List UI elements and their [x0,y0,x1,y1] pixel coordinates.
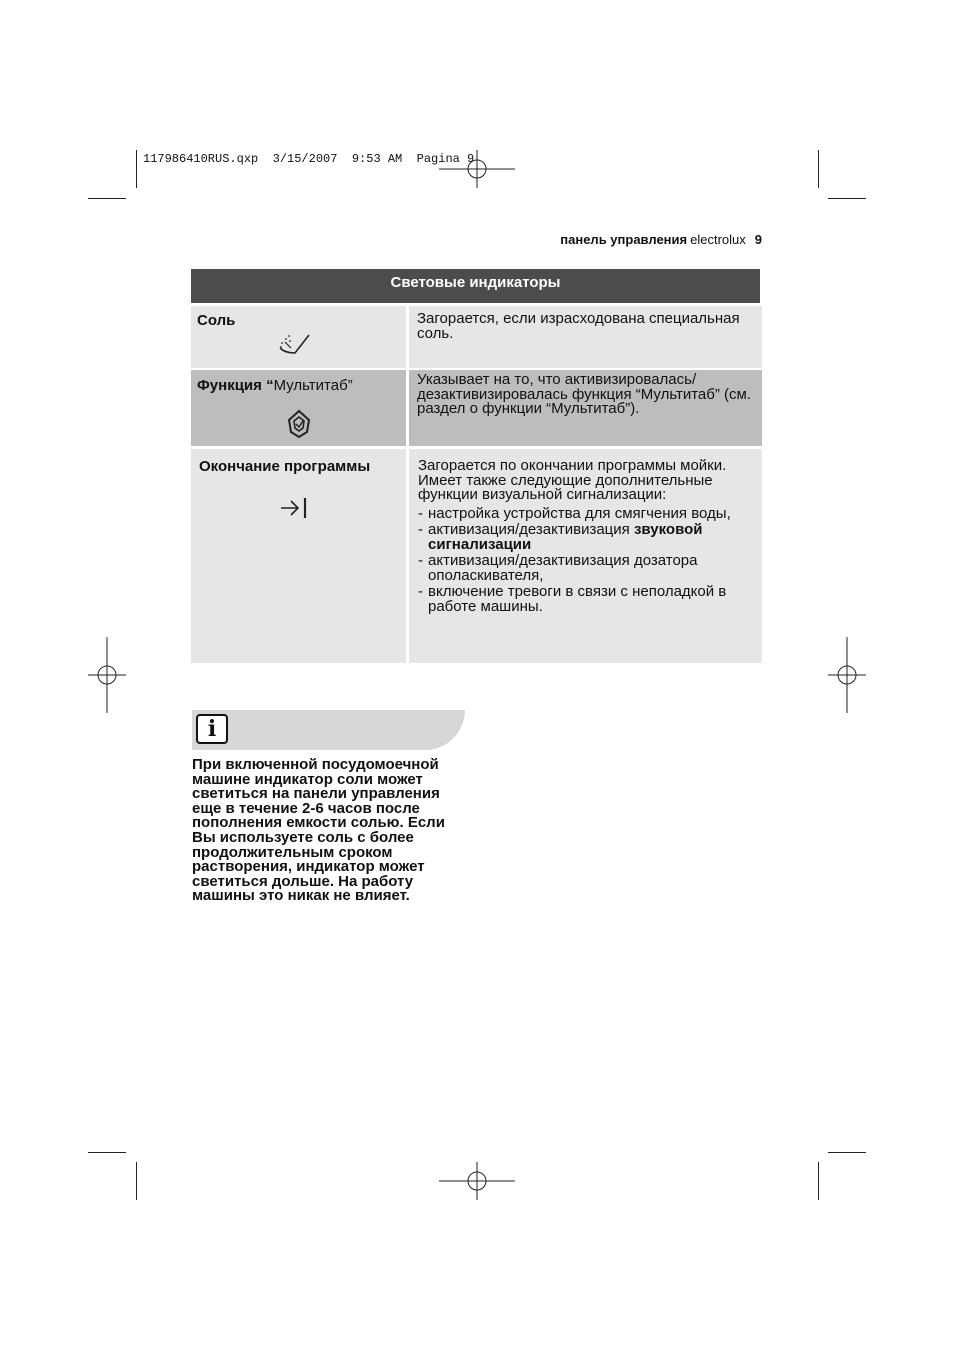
table-row-label [191,449,406,663]
list-item: - активизация/дезактивизация дозатора ополаскивателя, [418,554,754,583]
print-slug: 117986410RUS.qxp 3/15/2007 9:53 AM Pagina 9 [143,152,475,166]
table-row-desc [409,306,762,368]
row-description: Указывает на то, что активизировалась/дезактивизировалась функция “Мультитаб” (см. раздел о функции “Мультитаб”). [417,371,751,417]
row-label: Окончание программы [199,458,371,475]
feature-list [418,504,754,615]
row-description: Загорается по окончании программы мойки. Имеет также следующие дополнительные функции визуальной сигнализации: - настройка устройства для смягчения воды, - активизация/дезактивизация звуковой сигнализации - активизация/дезактивизация дозатора ополаскивателя, - включение тревоги в связи с неполадкой в работе машины. [418,459,754,614]
end-of-program-icon [279,497,309,519]
multitab-indicator-icon [285,408,313,440]
table-row-label [191,306,406,368]
row-label: Функция “Мультитаб” [197,377,353,394]
list-item: - включение тревоги в связи с неполадкой в работе машины. [418,585,754,614]
info-banner [192,710,465,750]
row-label: Соль [197,312,236,329]
info-icon: i [196,714,228,744]
brand-name: electrolux [690,232,746,247]
salt-indicator-icon [277,330,313,354]
table-row-desc [409,370,762,446]
table-title: Световые индикаторы [191,269,760,303]
row-description: Загорается, если израсходована специальная соль. [417,310,740,342]
info-note: При включенной посудомоечной машине индикатор соли может светиться на панели управления еще в течение 2-6 часов после пополнения емкости солью. Если Вы используете соль с более продолжительным сроком растворения, индикатор может светиться дольше. На работу машины это никак не влияет. [192,756,445,905]
section-title: панель управления [560,232,688,247]
list-item: - настройка устройства для смягчения воды, [418,507,754,522]
page-number: 9 [754,232,762,247]
table-row-desc [409,449,762,663]
page-header [560,232,762,247]
table-row-label [191,370,406,446]
list-item: - активизация/дезактивизация звуковой сигнализации [418,523,754,552]
